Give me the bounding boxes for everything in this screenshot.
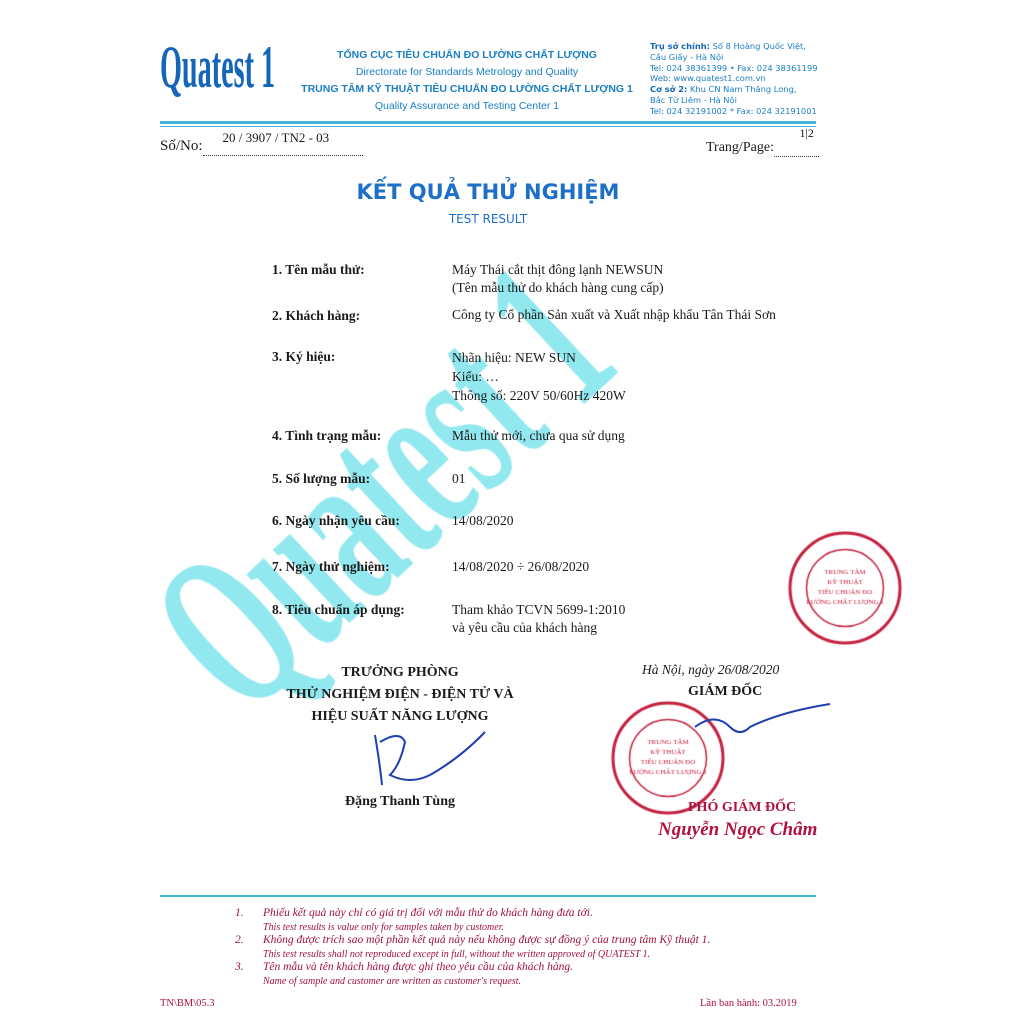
note-1-en: This test results is value only for samples taken by customer. [263,921,504,933]
center-en: Quality Assurance and Testing Center 1 [374,100,560,112]
logo: Quatest 1 [160,34,276,100]
field-value: Máy Thái cắt thịt đông lạnh NEWSUN (Tên mẫu thử do khách hàng cung cấp) [452,262,664,295]
field-value: 14/08/2020 ÷ 26/08/2020 [452,559,590,574]
org-vn: TỔNG CỤC TIÊU CHUẨN ĐO LƯỜNG CHẤT LƯỢNG [337,49,597,61]
web: Web: www.quatest1.com.vn [650,73,766,84]
contact-info [650,41,818,117]
signature-left [360,730,500,790]
left-signatory-title: TRƯỞNG PHÒNG THỬ NGHIỆM ĐIỆN - ĐIỆN TỬ VÀ HIỆU SUẤT NĂNG LƯỢNG [286,665,514,724]
form-code: TN\BM\05.3 [160,998,215,1009]
field-label: 4. Tình trạng mẫu: [272,428,382,443]
note-2-en: This test results shall not reproduced except in full, without the written approved of QUATEST 1. [263,948,651,960]
field-label: 3. Ký hiệu: [272,349,336,364]
header-divider-thin [160,126,816,127]
field-label: 2. Khách hàng: [272,308,361,323]
field-value: Công ty Cổ phần Sản xuất và Xuất nhập khẩu Tân Thái Sơn [452,307,776,322]
left-signatory-name: Đặng Thanh Tùng [345,794,455,809]
note-2: 2. Không được trích sao một phần kết quả này nếu không được sự đồng ý của trung tâm Kỹ thuật 1. [235,934,711,946]
field-value: Mẫu thử mới, chưa qua sử dụng [452,428,625,443]
header-divider [160,121,816,124]
no-value: 20 / 3907 / TN2 - 03 [222,130,330,145]
deputy-name: Nguyễn Ngọc Châm [658,819,818,840]
branch-addr: Khu CN Nam Thăng Long, [689,84,797,95]
footer-divider [160,895,816,897]
director-title: GIÁM ĐỐC [688,684,763,699]
branch-label: Cơ sở 2: [650,84,688,95]
branch-addr2: Bắc Từ Liêm - Hà Nội [650,94,737,105]
place-date: Hà Nội, ngày 26/08/2020 [642,662,780,677]
field-value: Nhãn hiệu: NEW SUN Kiểu: … Thông số: 220V 50/60Hz 420W [452,350,626,403]
field-label: 7. Ngày thử nghiệm: [272,559,390,574]
field-label: 5. Số lượng mẫu: [272,471,371,486]
hq-addr2: Cầu Giấy - Hà Nội [650,51,724,62]
org-en: Directorate for Standards Metrology and Quality [355,66,579,78]
field-value: Tham khảo TCVN 5699-1:2010 và yêu cầu của khách hàng [452,602,626,635]
center-vn: TRUNG TÂM KỸ THUẬT TIÊU CHUẨN ĐO LƯỜNG CHẤT LƯỢNG 1 [301,83,633,95]
notes [235,907,710,988]
field-value: 01 [452,471,466,486]
hq-addr: Số 8 Hoàng Quốc Việt, [712,41,806,51]
issue-date: Lần ban hành: 03.2019 [700,998,797,1009]
signature-right [690,702,835,742]
field-value: 14/08/2020 [452,513,514,528]
field-label: 1. Tên mẫu thử: [272,262,365,277]
document-subtitle: TEST RESULT [448,212,528,226]
page-number [706,126,819,157]
branch-tel: Tel: 024 32191002 * Fax: 024 32191001 [650,105,817,116]
field-label: 8. Tiêu chuẩn áp dụng: [272,602,405,617]
deputy-title: PHÓ GIÁM ĐỐC [688,800,797,815]
page-label: Trang/Page: [706,140,774,155]
hq-label: Trụ sở chính: [650,41,710,51]
page-value: 1|2 [799,126,814,140]
hq-tel: Tel: 024 38361399 • Fax: 024 38361199 [650,62,818,73]
ref-number [160,130,363,156]
no-label: Số/No: [160,138,203,154]
note-3: 3. Tên mẫu và tên khách hàng được ghi theo yêu cầu của khách hàng. [235,961,574,973]
document-title: KẾT QUẢ THỬ NGHIỆM [356,180,620,204]
field-label: 6. Ngày nhận yêu cầu: [272,513,400,528]
note-3-en: Name of sample and customer are written as customer's request. [263,975,522,987]
note-1: 1. Phiếu kết quả này chỉ có giá trị đối với mẫu thử do khách hàng đưa tới. [235,907,593,919]
